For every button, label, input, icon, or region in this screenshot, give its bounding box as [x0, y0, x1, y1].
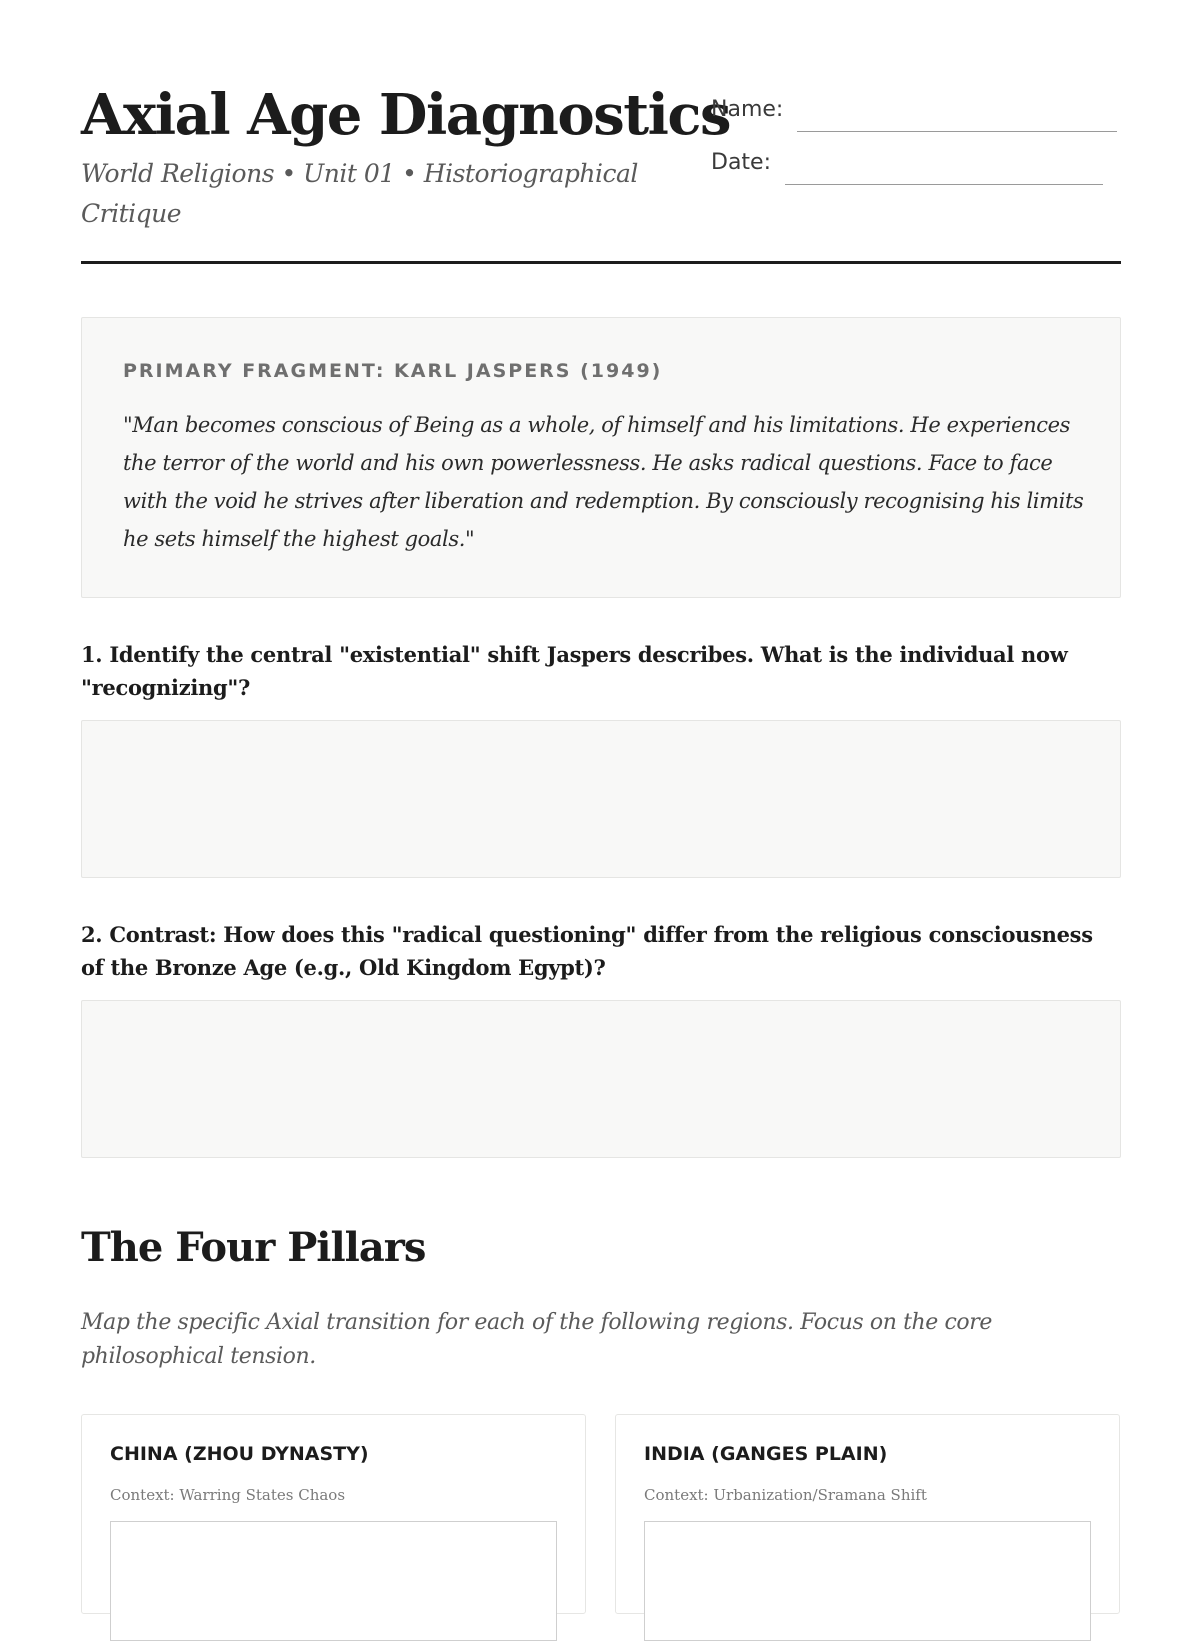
name-field[interactable]	[797, 113, 1117, 132]
fragment-label: PRIMARY FRAGMENT: KARL JASPERS (1949)	[123, 360, 663, 382]
date-label: Date:	[711, 150, 771, 175]
date-field-row	[711, 135, 1103, 175]
name-field-row	[711, 82, 1117, 122]
page-title: Axial Age Diagnostics	[81, 82, 731, 148]
section-instructions: Map the specific Axial transition for each of the following regions. Focus on the core philosophical tension.	[81, 1310, 993, 1369]
pillar-title: INDIA (GANGES PLAIN)	[644, 1443, 888, 1465]
worksheet-header	[81, 80, 1121, 264]
name-label: Name:	[711, 97, 784, 122]
question-1: 1. Identify the central "existential" shift Jaspers describes. What is the individual now "recognizing"?	[81, 642, 1068, 700]
question-2: 2. Contrast: How does this "radical questioning" differ from the religious consciousness of the Bronze Age (e.g., Old Kingdom Egypt)?	[81, 922, 1093, 980]
header-divider	[81, 261, 1121, 264]
pillar-answer-box[interactable]	[644, 1521, 1091, 1641]
pillar-context: Context: Warring States Chaos	[110, 1486, 346, 1504]
answer-box-2[interactable]	[81, 1000, 1121, 1158]
primary-fragment-box	[81, 317, 1121, 598]
pillar-context: Context: Urbanization/Sramana Shift	[644, 1486, 927, 1504]
pillar-title: CHINA (ZHOU DYNASTY)	[110, 1443, 369, 1465]
pillar-card-china	[81, 1414, 586, 1614]
pillar-card-india	[615, 1414, 1120, 1614]
section-title: The Four Pillars	[81, 1224, 426, 1271]
date-field[interactable]	[785, 166, 1103, 185]
page-subtitle: World Religions • Unit 01 • Historiographical Critique	[81, 159, 638, 228]
pillar-answer-box[interactable]	[110, 1521, 557, 1641]
answer-box-1[interactable]	[81, 720, 1121, 878]
fragment-quote: "Man becomes conscious of Being as a whole, of himself and his limitations. He experiences the terror of the world and his own powerlessness. He asks radical questions. Face to face with the void he strives after liberation and redemption. By consciously recognising his limits he sets himself the highest goals."	[123, 413, 1084, 551]
